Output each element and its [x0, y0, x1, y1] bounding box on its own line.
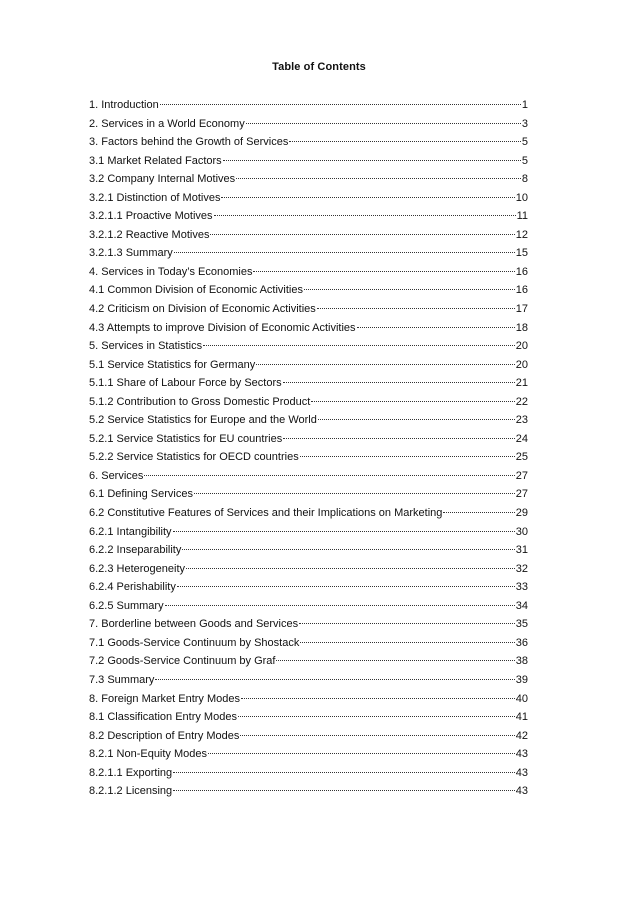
toc-entry-page-number: 23 [515, 414, 528, 427]
toc-entry-label: 5.1 Service Statistics for Germany [89, 358, 256, 371]
toc-entry [89, 691, 528, 710]
toc-entry-label: 6.1 Defining Services [89, 488, 193, 501]
toc-dot-leader [283, 438, 515, 439]
toc-entry [89, 208, 528, 227]
toc-dot-leader [443, 512, 514, 513]
toc-entry [89, 468, 528, 487]
toc-dot-leader [186, 568, 515, 569]
toc-entry [89, 561, 528, 580]
toc-dot-leader [144, 475, 514, 476]
toc-entry [89, 653, 528, 672]
toc-dot-leader [173, 790, 515, 791]
toc-entry-page-number: 21 [515, 377, 528, 390]
toc-entry-label: 6. Services [89, 469, 144, 482]
toc-entry-page-number: 18 [515, 321, 528, 334]
toc-entry [89, 227, 528, 246]
toc-entry-label: 4. Services in Today’s Economies [89, 265, 253, 278]
toc-dot-leader [210, 234, 514, 235]
toc-entry [89, 97, 528, 116]
toc-entry-label: 8.2 Description of Entry Modes [89, 729, 240, 742]
toc-entry [89, 153, 528, 172]
toc-list [89, 97, 528, 802]
toc-dot-leader [214, 215, 516, 216]
toc-entry-label: 3.2.1.3 Summary [89, 247, 173, 260]
toc-entry-page-number: 11 [516, 210, 528, 223]
toc-dot-leader [241, 698, 515, 699]
toc-entry-label: 2. Services in a World Economy [89, 117, 245, 130]
toc-entry-label: 7.3 Summary [89, 673, 155, 686]
toc-entry-page-number: 10 [515, 191, 528, 204]
toc-entry [89, 579, 528, 598]
toc-entry-page-number: 43 [515, 766, 528, 779]
toc-entry-page-number: 29 [515, 507, 528, 520]
toc-entry [89, 301, 528, 320]
toc-entry-page-number: 17 [515, 303, 528, 316]
toc-entry-page-number: 34 [515, 599, 528, 612]
toc-entry [89, 245, 528, 264]
toc-entry [89, 116, 528, 135]
toc-dot-leader [194, 493, 515, 494]
toc-entry-label: 1. Introduction [89, 99, 159, 111]
toc-entry [89, 635, 528, 654]
toc-entry-label: 8.1 Classification Entry Modes [89, 711, 237, 724]
toc-dot-leader [236, 178, 521, 179]
toc-entry-label: 8.2.1 Non-Equity Modes [89, 748, 208, 761]
toc-entry-page-number: 35 [515, 618, 528, 631]
toc-entry-page-number: 43 [515, 748, 528, 761]
toc-entry [89, 783, 528, 802]
toc-dot-leader [276, 660, 514, 661]
toc-dot-leader [223, 160, 521, 161]
toc-entry-label: 5.1.1 Share of Labour Force by Sectors [89, 377, 282, 390]
toc-entry-label: 6.2.4 Perishability [89, 581, 176, 594]
toc-entry-label: 5.2 Service Statistics for Europe and the World [89, 414, 317, 427]
toc-entry-label: 5.2.1 Service Statistics for EU countries [89, 432, 283, 445]
toc-entry [89, 486, 528, 505]
toc-entry-page-number: 36 [515, 636, 528, 649]
toc-entry-label: 6.2.5 Summary [89, 599, 164, 612]
toc-entry [89, 524, 528, 543]
toc-entry-page-number: 30 [515, 525, 528, 538]
toc-entry [89, 412, 528, 431]
toc-entry [89, 134, 528, 153]
toc-entry-page-number: 5 [521, 136, 528, 149]
page-title: Table of Contents [272, 61, 366, 73]
toc-entry-page-number: 27 [515, 469, 528, 482]
toc-entry-page-number: 31 [515, 544, 528, 557]
toc-entry-page-number: 5 [521, 154, 528, 167]
toc-dot-leader [246, 123, 521, 124]
toc-entry [89, 338, 528, 357]
toc-entry [89, 264, 528, 283]
toc-entry-page-number: 3 [521, 117, 528, 130]
toc-entry [89, 375, 528, 394]
toc-entry [89, 672, 528, 691]
toc-entry-label: 5. Services in Statistics [89, 340, 203, 353]
toc-dot-leader [208, 753, 515, 754]
toc-entry [89, 765, 528, 784]
toc-dot-leader [311, 401, 514, 402]
toc-entry-label: 7.2 Goods-Service Continuum by Graf [89, 655, 276, 668]
toc-entry [89, 505, 528, 524]
toc-entry-page-number: 33 [515, 581, 528, 594]
toc-entry-label: 4.1 Common Division of Economic Activities [89, 284, 303, 297]
toc-dot-leader [283, 382, 515, 383]
toc-dot-leader [177, 586, 515, 587]
toc-dot-leader [299, 623, 515, 624]
toc-entry-label: 8.2.1.1 Exporting [89, 766, 173, 779]
toc-entry-label: 3.1 Market Related Factors [89, 154, 222, 167]
toc-entry-label: 3. Factors behind the Growth of Services [89, 136, 289, 149]
toc-dot-leader [238, 716, 515, 717]
toc-entry-page-number: 39 [515, 673, 528, 686]
toc-dot-leader [300, 456, 515, 457]
toc-dot-leader [318, 419, 515, 420]
toc-entry-page-number: 16 [515, 284, 528, 297]
toc-entry-label: 8.2.1.2 Licensing [89, 785, 173, 798]
toc-dot-leader [357, 327, 515, 328]
toc-entry-page-number: 42 [515, 729, 528, 742]
toc-entry-page-number: 32 [515, 562, 528, 575]
toc-entry [89, 449, 528, 468]
toc-entry [89, 171, 528, 190]
toc-entry-page-number: 15 [515, 247, 528, 260]
toc-entry-page-number: 22 [515, 395, 528, 408]
toc-entry-label: 8. Foreign Market Entry Modes [89, 692, 241, 705]
toc-dot-leader [317, 308, 515, 309]
toc-entry-label: 7. Borderline between Goods and Services [89, 618, 299, 631]
toc-entry-page-number: 25 [515, 451, 528, 464]
toc-entry [89, 746, 528, 765]
toc-entry-page-number: 43 [515, 785, 528, 798]
toc-dot-leader [173, 531, 515, 532]
toc-entry-label: 5.1.2 Contribution to Gross Domestic Product [89, 395, 311, 408]
toc-entry-label: 6.2 Constitutive Features of Services and their Implications on Marketing [89, 507, 443, 520]
toc-dot-leader [165, 605, 515, 606]
toc-entry-page-number: 24 [515, 432, 528, 445]
toc-dot-leader [289, 141, 521, 142]
toc-entry-page-number: 41 [515, 711, 528, 724]
toc-entry-page-number: 12 [515, 228, 528, 241]
toc-entry-label: 6.2.2 Inseparability [89, 544, 182, 557]
toc-dot-leader [173, 772, 515, 773]
toc-dot-leader [160, 104, 521, 105]
toc-entry [89, 282, 528, 301]
toc-entry-page-number: 40 [515, 692, 528, 705]
toc-entry-page-number: 8 [521, 173, 528, 186]
toc-entry [89, 709, 528, 728]
toc-entry-page-number: 1 [521, 99, 528, 111]
toc-entry-page-number: 16 [515, 265, 528, 278]
toc-entry [89, 357, 528, 376]
toc-entry-label: 3.2.1.1 Proactive Motives [89, 210, 213, 223]
toc-entry [89, 616, 528, 635]
toc-dot-leader [174, 252, 515, 253]
toc-entry-label: 7.1 Goods-Service Continuum by Shostack [89, 636, 300, 649]
toc-dot-leader [203, 345, 515, 346]
toc-entry-label: 5.2.2 Service Statistics for OECD countries [89, 451, 299, 464]
toc-dot-leader [240, 735, 514, 736]
toc-entry-label: 4.3 Attempts to improve Division of Economic Activities [89, 321, 356, 334]
toc-dot-leader [256, 364, 514, 365]
toc-dot-leader [304, 289, 515, 290]
toc-entry-label: 4.2 Criticism on Division of Economic Activities [89, 303, 316, 316]
toc-entry [89, 394, 528, 413]
toc-entry-label: 3.2 Company Internal Motives [89, 173, 236, 186]
toc-entry [89, 542, 528, 561]
toc-entry-label: 6.2.3 Heterogeneity [89, 562, 186, 575]
toc-dot-leader [300, 642, 514, 643]
toc-entry-page-number: 38 [515, 655, 528, 668]
toc-entry-label: 3.2.1.2 Reactive Motives [89, 228, 210, 241]
toc-entry-page-number: 20 [515, 358, 528, 371]
toc-entry [89, 431, 528, 450]
toc-dot-leader [155, 679, 514, 680]
toc-entry [89, 728, 528, 747]
toc-entry [89, 320, 528, 339]
toc-entry [89, 190, 528, 209]
toc-entry-page-number: 20 [515, 340, 528, 353]
toc-entry-label: 6.2.1 Intangibility [89, 525, 172, 538]
toc-dot-leader [221, 197, 514, 198]
toc-entry-page-number: 27 [515, 488, 528, 501]
toc-entry-label: 3.2.1 Distinction of Motives [89, 191, 221, 204]
toc-entry [89, 598, 528, 617]
toc-dot-leader [182, 549, 514, 550]
toc-dot-leader [253, 271, 514, 272]
